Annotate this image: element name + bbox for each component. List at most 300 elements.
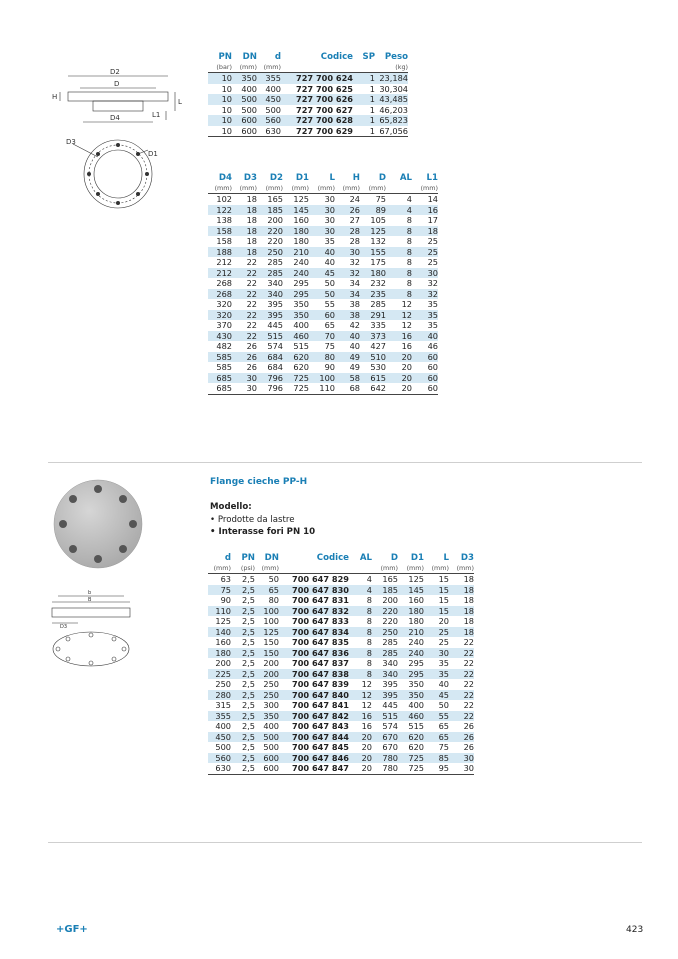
column-unit: (mm) [208, 184, 232, 194]
table-cell: 8 [366, 637, 372, 647]
table-cell: 700 647 836 [279, 648, 349, 659]
table-cell: 32 [335, 268, 360, 279]
table-cell: 35 [427, 320, 438, 330]
table-cell: 8 [349, 627, 372, 638]
label-l: L [178, 98, 182, 106]
table-cell: 2,5 [241, 637, 255, 647]
table-cell: 14 [427, 194, 438, 204]
table-cell: 700 647 832 [279, 606, 349, 617]
table-cell: 2,5 [231, 585, 255, 596]
table-cell: 22 [463, 679, 474, 689]
table-cell: 27 [349, 215, 360, 225]
table-cell: 23,184 [375, 73, 408, 84]
table-row [208, 289, 438, 300]
table-cell: 90 [324, 362, 335, 372]
table-cell: 355 [208, 711, 231, 722]
column-header: D [390, 553, 398, 563]
column-unit: (mm) [232, 63, 257, 73]
table-cell: 35 [438, 658, 449, 668]
table-cell: 620 [398, 732, 424, 743]
column-header: PN [241, 553, 255, 563]
label-d4: D4 [110, 114, 120, 122]
table-cell: 30 [309, 205, 335, 216]
table-cell: 30 [449, 753, 474, 764]
table-cell: 2,5 [231, 648, 255, 659]
table-cell: 140 [208, 627, 231, 638]
table-row [208, 383, 438, 394]
table-cell: 1 [353, 73, 375, 84]
table-cell: 10 [208, 126, 232, 137]
table-cell: 180 [398, 606, 424, 617]
table-cell: 395 [372, 690, 398, 701]
table-cell: 28 [335, 226, 360, 237]
table-cell: 2,5 [231, 606, 255, 617]
table-cell: 26 [246, 362, 257, 372]
table-cell: 200 [382, 595, 398, 605]
table-cell: 500 [215, 742, 231, 752]
section-divider-bottom [48, 842, 642, 843]
table-cell: 240 [293, 257, 309, 267]
table-cell: 22 [246, 299, 257, 309]
table-cell: 2,5 [231, 627, 255, 638]
table-cell: 180 [293, 236, 309, 246]
bullet-item-1: • Prodotte da lastre [210, 515, 295, 525]
table-cell: 138 [216, 215, 232, 225]
column-unit: (mm) [398, 564, 424, 574]
table-cell: 65,823 [375, 115, 408, 126]
table-cell: 700 647 839 [292, 679, 349, 689]
table-cell: 8 [349, 669, 372, 680]
table-row [208, 700, 474, 711]
table-cell: 780 [372, 753, 398, 764]
table-cell: 200 [215, 658, 231, 668]
column-unit: (mm) [232, 184, 257, 194]
table-cell: 220 [257, 226, 283, 237]
table-cell: 200 [255, 669, 279, 680]
column-header: DN [264, 553, 279, 563]
table-cell: 24 [349, 194, 360, 204]
table-cell: 60 [412, 352, 438, 363]
table-cell: 2,5 [231, 732, 255, 743]
table-cell: 200 [267, 215, 283, 225]
table-cell: 285 [257, 268, 283, 279]
table-row [208, 257, 438, 268]
table-row [208, 658, 474, 669]
column-unit [281, 63, 353, 73]
table-cell: 50 [309, 289, 335, 300]
label-d: D [114, 80, 120, 88]
table-cell: 210 [283, 247, 309, 258]
table-cell: 395 [257, 310, 283, 321]
table-cell: 630 [208, 763, 231, 774]
table-cell: 50 [324, 278, 335, 288]
table-cell: 510 [360, 352, 386, 363]
table-row [208, 616, 474, 627]
flange-technical-drawing [48, 62, 198, 212]
table-cell: 8 [349, 648, 372, 659]
column-header: DN [242, 52, 257, 62]
table-cell: 65 [424, 732, 449, 743]
table-cell: 684 [257, 352, 283, 363]
table-cell: 727 700 624 [281, 73, 353, 84]
table-cell: 373 [360, 331, 386, 342]
table-cell: 50 [268, 574, 279, 584]
table-cell: 175 [370, 257, 386, 267]
table-cell: 400 [263, 721, 279, 731]
table-cell: 8 [386, 268, 412, 279]
column-unit: (bar) [208, 63, 232, 73]
column-header: H [352, 173, 360, 183]
bullet-text-2: Interasse fori PN 10 [218, 527, 316, 537]
column-unit: (mm) [360, 184, 386, 194]
table-cell: 2,5 [231, 753, 255, 764]
table-cell: 285 [267, 257, 283, 267]
table-row [208, 115, 408, 126]
column-header: D3 [460, 553, 474, 563]
table-cell: 2,5 [241, 721, 255, 731]
table-cell: 8 [349, 606, 372, 617]
table-cell: 58 [335, 373, 360, 384]
table-cell: 350 [255, 711, 279, 722]
table-cell: 95 [424, 763, 449, 774]
column-header: D1 [295, 173, 309, 183]
table-cell: 85 [424, 753, 449, 764]
table-row [208, 711, 474, 722]
table-cell: 46,203 [379, 104, 408, 115]
table-cell: 68 [335, 383, 360, 394]
table-cell: 35 [324, 236, 335, 246]
table-row [208, 627, 474, 638]
table-cell: 20 [349, 763, 372, 774]
table-row [208, 278, 438, 289]
table-cell: 40 [324, 257, 335, 267]
column-unit: (mm) [208, 564, 231, 574]
table-cell: 2,5 [231, 711, 255, 722]
table-cell: 18 [246, 215, 257, 225]
table-cell: 4 [386, 205, 412, 216]
table-cell: 160 [293, 215, 309, 225]
table-row [208, 320, 438, 331]
column-unit: (mm) [257, 184, 283, 194]
table-row [208, 679, 474, 690]
table-cell: 70 [309, 331, 335, 342]
bullet-item-2: • Interasse fori PN 10 [210, 527, 316, 537]
table-cell: 8 [366, 616, 372, 626]
table-cell: 700 647 830 [279, 585, 349, 596]
column-unit: (mm) [449, 564, 474, 574]
table-cell: 75 [324, 341, 335, 351]
table-cell: 122 [208, 205, 232, 216]
table-row [208, 362, 438, 373]
column-unit [349, 564, 372, 574]
table-cell: 105 [370, 215, 386, 225]
table-cell: 600 [255, 763, 279, 774]
table-cell: 8 [406, 257, 412, 267]
table-cell: 8 [406, 278, 412, 288]
table-cell: 560 [208, 753, 231, 764]
table-cell: 25 [427, 236, 438, 246]
column-unit: (mm) [372, 564, 398, 574]
table-cell: 18 [232, 226, 257, 237]
table-cell: 370 [216, 320, 232, 330]
column-unit: (mm) [412, 184, 438, 194]
column-header: L [329, 173, 335, 183]
table-cell: 700 647 845 [292, 742, 349, 752]
table-cell: 2,5 [231, 690, 255, 701]
bullet-text-1: Prodotte da lastre [217, 515, 295, 525]
table-cell: 75 [208, 585, 231, 596]
table-cell: 20 [386, 373, 412, 384]
table-cell: 188 [208, 247, 232, 258]
table-cell: 90 [220, 595, 231, 605]
table-cell: 22 [449, 711, 474, 722]
table-cell: 8 [366, 595, 372, 605]
table-cell: 20 [361, 742, 372, 752]
table-cell: 395 [267, 299, 283, 309]
table-cell: 26 [463, 742, 474, 752]
table-cell: 15 [438, 595, 449, 605]
table-row [208, 205, 438, 216]
table-cell: 727 700 625 [296, 83, 353, 94]
table-cell: 18 [232, 205, 257, 216]
table-cell: 60 [309, 310, 335, 321]
table-cell: 2,5 [241, 574, 255, 584]
table-cell: 180 [283, 226, 309, 237]
table-cell: 630 [257, 126, 281, 137]
table-cell: 132 [370, 236, 386, 246]
table-cell: 400 [408, 700, 424, 710]
table-cell: 796 [257, 373, 283, 384]
table-cell: 268 [216, 278, 232, 288]
table-cell: 30 [412, 268, 438, 279]
table-cell: 46 [427, 341, 438, 351]
table-cell: 700 647 844 [279, 732, 349, 743]
table-cell: 20 [401, 362, 412, 372]
table-cell: 20 [349, 753, 372, 764]
table-cell: 240 [398, 648, 424, 659]
table-cell: 620 [408, 742, 424, 752]
table-cell: 240 [408, 637, 424, 647]
label-d1: D1 [148, 150, 158, 158]
table-cell: 125 [215, 616, 231, 626]
table-cell: 55 [424, 711, 449, 722]
table-cell: 12 [401, 299, 412, 309]
column-header: SP [362, 52, 375, 62]
table-cell: 38 [349, 299, 360, 309]
table-cell: 350 [232, 73, 257, 84]
table-cell: 500 [255, 732, 279, 743]
table-cell: 185 [372, 585, 398, 596]
table-cell: 8 [386, 247, 412, 258]
table-cell: 574 [267, 341, 283, 351]
table-cell: 10 [208, 94, 232, 105]
column-header: AL [359, 553, 372, 563]
table-cell: 160 [215, 637, 231, 647]
table-cell: 125 [255, 627, 279, 638]
table-cell: 560 [257, 115, 281, 126]
table-cell: 295 [398, 669, 424, 680]
table-cell: 22 [232, 310, 257, 321]
table-cell: 725 [398, 753, 424, 764]
table-cell: 220 [267, 236, 283, 246]
table-cell: 280 [208, 690, 231, 701]
column-header: D1 [410, 553, 424, 563]
table-cell: 700 647 833 [292, 616, 349, 626]
table-cell: 18 [449, 585, 474, 596]
column-header: Codice [320, 52, 353, 62]
table-cell: 430 [208, 331, 232, 342]
table-cell: 125 [293, 194, 309, 204]
table-cell: 30 [324, 194, 335, 204]
column-unit [353, 63, 375, 73]
table-cell: 8 [386, 226, 412, 237]
table-cell: 460 [283, 331, 309, 342]
table-cell: 26 [246, 341, 257, 351]
table-cell: 8 [386, 289, 412, 300]
table-cell: 200 [263, 658, 279, 668]
table-cell: 727 700 627 [296, 104, 353, 115]
table-cell: 350 [283, 310, 309, 321]
table-cell: 100 [309, 373, 335, 384]
table-cell: 180 [208, 648, 231, 659]
table-cell: 574 [382, 721, 398, 731]
table-row [208, 742, 474, 753]
table-cell: 18 [449, 606, 474, 617]
table-cell: 340 [382, 658, 398, 668]
table-cell: 26 [449, 732, 474, 743]
table-row [208, 574, 474, 585]
table-cell: 295 [293, 278, 309, 288]
table-cell: 600 [232, 126, 257, 137]
table-cell: 22 [232, 268, 257, 279]
table-cell: 18 [463, 595, 474, 605]
table-cell: 75 [438, 742, 449, 752]
table-row [208, 268, 438, 279]
table-row [208, 648, 474, 659]
gf-logo: +GF+ [56, 924, 88, 935]
table-cell: 670 [382, 742, 398, 752]
table-cell: 220 [382, 616, 398, 626]
table-row [208, 753, 474, 764]
table-row [208, 310, 438, 321]
table-cell: 89 [360, 205, 386, 216]
table-cell: 295 [283, 289, 309, 300]
table-cell: 600 [232, 115, 257, 126]
table-cell: 8 [366, 658, 372, 668]
table-cell: 515 [293, 341, 309, 351]
blind-flange-photo [52, 478, 144, 570]
table-cell: 340 [372, 669, 398, 680]
table-cell: 400 [293, 320, 309, 330]
flange-dimensions-table [208, 173, 438, 395]
table-cell: 727 700 628 [281, 115, 353, 126]
table-cell: 515 [408, 721, 424, 731]
table-cell: 620 [293, 362, 309, 372]
table-cell: 40 [412, 331, 438, 342]
table-cell: 45 [424, 690, 449, 701]
table-row [208, 84, 408, 95]
table-cell: 320 [216, 299, 232, 309]
table-cell: 16 [349, 711, 372, 722]
table-cell: 2,5 [241, 700, 255, 710]
table-cell: 20 [386, 352, 412, 363]
column-header: PN [218, 52, 232, 62]
table-cell: 63 [220, 574, 231, 584]
table-cell: 515 [257, 331, 283, 342]
table-cell: 180 [360, 268, 386, 279]
table-cell: 150 [255, 648, 279, 659]
column-header: d [274, 52, 281, 62]
table-cell: 22 [449, 669, 474, 680]
table-cell: 145 [398, 585, 424, 596]
table-cell: 16 [401, 341, 412, 351]
table-cell: 40 [349, 341, 360, 351]
table-cell: 15 [424, 585, 449, 596]
table-cell: 250 [372, 627, 398, 638]
table-cell: 38 [335, 310, 360, 321]
table-cell: 1 [353, 115, 375, 126]
table-cell: 30,304 [379, 83, 408, 94]
table-cell: 700 647 829 [292, 574, 349, 584]
table-cell: 100 [263, 616, 279, 626]
label-h: H [52, 93, 58, 101]
table-cell: 700 647 841 [292, 700, 349, 710]
table-cell: 12 [401, 320, 412, 330]
table-cell: 427 [370, 341, 386, 351]
column-header: D4 [218, 173, 232, 183]
table-row [208, 299, 438, 310]
table-cell: 32 [427, 278, 438, 288]
table-cell: 80 [309, 352, 335, 363]
column-unit: (mm) [257, 63, 281, 73]
table-cell: 700 647 840 [279, 690, 349, 701]
table-cell: 250 [257, 247, 283, 258]
table-row [208, 585, 474, 596]
table-cell: 20 [349, 732, 372, 743]
column-unit: (mm) [255, 564, 279, 574]
column-header: D2 [269, 173, 283, 183]
table-cell: 445 [382, 700, 398, 710]
table-cell: 700 647 838 [279, 669, 349, 680]
table-cell: 285 [382, 637, 398, 647]
table-cell: 500 [265, 104, 281, 115]
table-cell: 700 647 842 [279, 711, 349, 722]
table-cell: 212 [216, 257, 232, 267]
table-cell: 18 [412, 226, 438, 237]
table-cell: 165 [382, 574, 398, 584]
table-cell: 26 [232, 352, 257, 363]
column-header: D3 [243, 173, 257, 183]
table-cell: 18 [463, 616, 474, 626]
label-d3-2: D3 [60, 624, 68, 630]
table-cell: 125 [360, 226, 386, 237]
table-cell: 55 [324, 299, 335, 309]
table-cell: 65 [324, 320, 335, 330]
column-header: AL [399, 173, 412, 183]
table-cell: 340 [267, 278, 283, 288]
table-row [208, 606, 474, 617]
table-row [208, 721, 474, 732]
column-header: D [378, 173, 386, 183]
table-cell: 291 [360, 310, 386, 321]
table-cell: 250 [263, 679, 279, 689]
table-row [208, 690, 474, 701]
table-cell: 16 [361, 721, 372, 731]
table-row [208, 637, 474, 648]
table-cell: 700 647 837 [292, 658, 349, 668]
label-d2: D2 [110, 68, 120, 76]
table-cell: 30 [449, 763, 474, 774]
